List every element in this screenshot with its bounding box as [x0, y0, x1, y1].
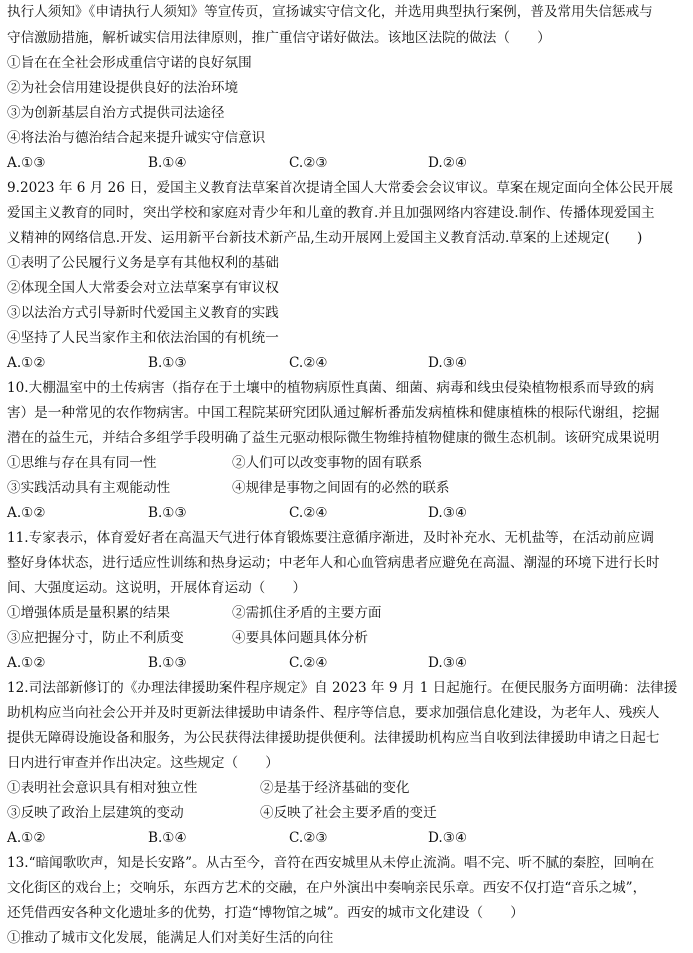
question-9-item-2: ②体现全国人大常委会对立法草案享有审议权 [7, 280, 279, 296]
question-12-item-1: ①表明社会意识具有相对独立性 [7, 780, 198, 796]
question-11-stem-line-1: 11.专家表示，体育爱好者在高温天气进行体育锻炼要注意循序渐进，及时补充水、无机盐等，在活动前应调 [7, 530, 654, 546]
question-12-choice-a[interactable]: A.①② [7, 830, 46, 846]
question-9-choice-a[interactable]: A.①② [7, 355, 46, 371]
question-11-item-4: ④要具体问题具体分析 [232, 630, 368, 646]
question-9-stem-line-1: 9.2023 年 6 月 26 日，爱国主义教育法草案首次提请全国人大常委会会议审议。草案在规定面向全体公民开展 [7, 180, 674, 196]
question-13-item-1: ①推动了城市文化发展，能满足人们对美好生活的向往 [7, 930, 334, 946]
question-10-stem-line-3: 潜在的益生元，并结合多组学手段明确了益生元驱动根际微生物维持植物健康的微生态机制。该研究成果说明 [7, 430, 660, 446]
question-9-choice-c[interactable]: C.②④ [289, 355, 328, 371]
question-9-item-4: ④坚持了人民当家作主和依法治国的有机统一 [7, 330, 279, 346]
question-12-item-2: ②是基于经济基础的变化 [260, 780, 410, 796]
question-10-item-3: ③实践活动具有主观能动性 [7, 480, 171, 496]
question-12-item-4: ④反映了社会主要矛盾的变迁 [260, 805, 437, 821]
question-10-item-4: ④规律是事物之间固有的必然的联系 [232, 480, 450, 496]
question-8-item-3: ③为创新基层自治方式提供司法途径 [7, 105, 225, 121]
question-9-item-1: ①表明了公民履行义务是享有其他权利的基础 [7, 255, 279, 271]
question-11-choice-c[interactable]: C.②④ [289, 655, 328, 671]
question-12-choice-b[interactable]: B.①④ [148, 830, 187, 846]
question-8-item-1: ①旨在在全社会形成重信守诺的良好氛围 [7, 55, 252, 71]
question-12-choice-d[interactable]: D.③④ [428, 830, 468, 846]
question-10-choice-a[interactable]: A.①② [7, 505, 46, 521]
question-8-stem-line-1: 执行人须知》《申请执行人须知》等宣传页，宣扬诚实守信文化，并选用典型执行案例，普及常用失信惩戒与 [7, 4, 653, 20]
question-13-stem-line-2: 文化街区的戏台上；交响乐，东西方艺术的交融，在户外演出中奏响亲民乐章。西安不仅打造“音乐之城”， [7, 880, 647, 896]
question-11-item-2: ②需抓住矛盾的主要方面 [232, 605, 382, 621]
question-12-stem-line-1: 12.司法部新修订的《办理法律援助案件程序规定》自 2023 年 9 月 1 日起施行。在便民服务方面明确：法律援 [7, 680, 678, 696]
question-9-stem-line-3: 义精神的网络信息.开发、运用新平台新技术新产品,生动开展网上爱国主义教育活动.草案的上述规定( ) [7, 230, 643, 246]
question-9-item-3: ③以法治方式引导新时代爱国主义教育的实践 [7, 305, 279, 321]
question-8-choice-c[interactable]: C.②③ [289, 155, 328, 171]
question-9-stem-line-2: 爱国主义教育的同时，突出学校和家庭对青少年和儿童的教育.并且加强网络内容建设.制作、传播体现爱国主 [7, 205, 655, 221]
question-8-item-4: ④将法治与德治结合起来提升诚实守信意识 [7, 130, 266, 146]
question-8-item-2: ②为社会信用建设提供良好的法治环境 [7, 80, 239, 96]
question-10-stem-line-2: 害）是一种常见的农作物病害。中国工程院某研究团队通过解析番茄发病植株和健康植株的根际代谢组，挖掘 [7, 405, 660, 421]
question-13-stem-line-3: 还凭借西安各种文化遗址多的优势，打造“博物馆之城”。西安的城市文化建设（ ） [7, 905, 524, 921]
question-13-stem-line-1: 13.“暗闻歌吹声，知是长安路”。从古至今，音符在西安城里从未停止流淌。唱不完、听不腻的秦腔，回响在 [7, 855, 655, 871]
question-12-stem-line-4: 日内进行审查并作出决定。这些规定（ ） [7, 755, 279, 771]
question-11-item-1: ①增强体质是量积累的结果 [7, 605, 171, 621]
question-12-stem-line-3: 提供无障碍设施设备和服务，为公民获得法律援助提供便利。法律援助机构应当自收到法律援助申请之日起七 [7, 730, 660, 746]
question-8-stem-line-2: 守信激励措施，解析诚实信用法律原则，推广重信守诺好做法。该地区法院的做法（ ） [7, 30, 551, 46]
question-10-stem-line-1: 10.大棚温室中的土传病害（指存在于土壤中的植物病原性真菌、细菌、病毒和线虫侵染植物根系而导致的病 [7, 380, 654, 396]
question-10-item-1: ①思维与存在具有同一性 [7, 455, 157, 471]
question-10-choice-c[interactable]: C.②④ [289, 505, 328, 521]
question-11-choice-d[interactable]: D.③④ [428, 655, 468, 671]
question-11-choice-a[interactable]: A.①② [7, 655, 46, 671]
question-11-choice-b[interactable]: B.①③ [148, 655, 187, 671]
question-10-choice-d[interactable]: D.③④ [428, 505, 468, 521]
question-12-stem-line-2: 助机构应当向社会公开并及时更新法律援助申请条件、程序等信息，要求加强信息化建设，为老年人、残疾人 [7, 705, 660, 721]
question-11-stem-line-2: 整好身体状态，进行适应性训练和热身运动；中老年人和心血管病患者应避免在高温、潮湿的环境下进行长时 [7, 555, 660, 571]
question-9-choice-d[interactable]: D.③④ [428, 355, 468, 371]
question-12-choice-c[interactable]: C.②③ [289, 830, 328, 846]
question-8-choice-b[interactable]: B.①④ [148, 155, 187, 171]
question-10-item-2: ②人们可以改变事物的固有联系 [232, 455, 423, 471]
question-11-item-3: ③应把握分寸，防止不利质变 [7, 630, 184, 646]
question-9-choice-b[interactable]: B.①③ [148, 355, 187, 371]
question-8-choice-d[interactable]: D.②④ [428, 155, 468, 171]
question-8-choice-a[interactable]: A.①③ [7, 155, 46, 171]
question-10-choice-b[interactable]: B.①③ [148, 505, 187, 521]
question-12-item-3: ③反映了政治上层建筑的变动 [7, 805, 184, 821]
question-11-stem-line-3: 间、大强度运动。这说明，开展体育运动（ ） [7, 580, 307, 596]
